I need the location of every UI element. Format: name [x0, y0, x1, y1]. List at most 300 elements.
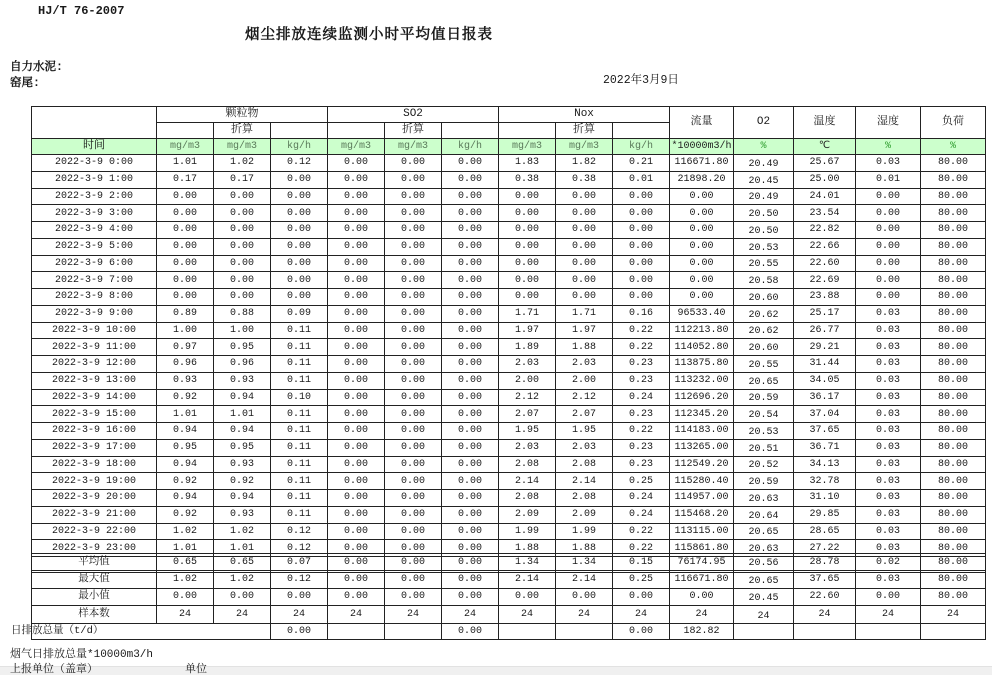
value-cell: 28.78: [794, 554, 856, 571]
value-cell: 112549.20: [670, 456, 734, 473]
value-cell: 0.00: [856, 272, 921, 289]
value-cell: 0.00: [157, 238, 214, 255]
value-cell: 0.00: [328, 188, 385, 205]
row-label-cell: 2022-3-9 8:00: [32, 289, 157, 306]
value-cell: 0.00: [442, 439, 499, 456]
value-cell: 20.63: [734, 540, 794, 557]
value-cell: 2.07: [499, 406, 556, 423]
unit-cell: kg/h: [442, 139, 499, 155]
value-cell: 25.17: [794, 305, 856, 322]
value-cell: 0.00: [499, 289, 556, 306]
value-cell: 0.38: [556, 171, 613, 188]
value-cell: 0.00: [442, 490, 499, 507]
value-cell: 28.65: [794, 523, 856, 540]
value-cell: 0.00: [214, 238, 271, 255]
value-cell: 80.00: [921, 439, 986, 456]
value-cell: 0.03: [856, 372, 921, 389]
value-cell: 0.65: [157, 554, 214, 571]
unit-cell: mg/m3: [214, 139, 271, 155]
value-cell: 0.00: [499, 205, 556, 222]
value-cell: 0.38: [499, 171, 556, 188]
value-cell: 20.51: [734, 439, 794, 456]
value-cell: 0.00: [271, 588, 328, 605]
value-cell: [499, 623, 556, 639]
value-cell: 0.00: [385, 289, 442, 306]
value-cell: 0.00: [385, 222, 442, 239]
value-cell: 0.00: [385, 155, 442, 172]
value-cell: 1.01: [157, 155, 214, 172]
value-cell: 0.03: [856, 506, 921, 523]
value-cell: 0.07: [271, 554, 328, 571]
value-cell: 0.92: [157, 389, 214, 406]
value-cell: 1.88: [556, 540, 613, 557]
value-cell: 0.00: [385, 255, 442, 272]
value-cell: 22.69: [794, 272, 856, 289]
value-cell: 1.83: [499, 155, 556, 172]
value-cell: 0.00: [442, 523, 499, 540]
value-cell: 0.00: [157, 222, 214, 239]
value-cell: 0.23: [613, 356, 670, 373]
value-cell: 0.00: [385, 540, 442, 557]
value-cell: 20.60: [734, 339, 794, 356]
value-cell: 0.00: [328, 389, 385, 406]
value-cell: 113875.80: [670, 356, 734, 373]
value-cell: 20.64: [734, 506, 794, 523]
value-cell: [734, 623, 794, 639]
value-cell: 0.00: [556, 188, 613, 205]
value-cell: 0.00: [328, 571, 385, 588]
value-cell: 0.00: [670, 289, 734, 306]
value-cell: 0.97: [157, 339, 214, 356]
value-cell: 0.00: [328, 554, 385, 571]
value-cell: 0.00: [670, 222, 734, 239]
value-cell: 0.03: [856, 423, 921, 440]
value-cell: 20.63: [734, 490, 794, 507]
value-cell: 0.00: [613, 238, 670, 255]
value-cell: 2.03: [499, 356, 556, 373]
value-cell: 0.00: [214, 205, 271, 222]
value-cell: 0.00: [328, 456, 385, 473]
value-cell: 0.00: [856, 205, 921, 222]
value-cell: 0.00: [271, 289, 328, 306]
value-cell: 0.00: [385, 490, 442, 507]
value-cell: 0.00: [442, 255, 499, 272]
value-cell: 0.00: [271, 238, 328, 255]
value-cell: 0.11: [271, 322, 328, 339]
value-cell: 0.00: [442, 406, 499, 423]
value-cell: 0.01: [613, 171, 670, 188]
value-cell: 0.11: [271, 439, 328, 456]
value-cell: 37.65: [794, 423, 856, 440]
value-cell: 0.00: [271, 188, 328, 205]
value-cell: 0.00: [271, 255, 328, 272]
value-cell: 20.65: [734, 523, 794, 540]
time-column-header: 时间: [32, 139, 157, 155]
value-cell: 80.00: [921, 490, 986, 507]
row-label-cell: 平均值: [32, 554, 157, 571]
value-cell: 24: [856, 606, 921, 623]
value-cell: 2.03: [556, 356, 613, 373]
value-cell: 0.00: [556, 588, 613, 605]
value-cell: 2.08: [556, 490, 613, 507]
value-cell: 0.22: [613, 540, 670, 557]
value-cell: 20.62: [734, 305, 794, 322]
value-cell: 0.00: [385, 406, 442, 423]
value-cell: 0.00: [328, 255, 385, 272]
value-cell: 80.00: [921, 155, 986, 172]
value-cell: 20.49: [734, 188, 794, 205]
value-cell: 0.00: [328, 523, 385, 540]
value-cell: 0.01: [856, 171, 921, 188]
value-cell: 20.65: [734, 372, 794, 389]
units-header-row: [32, 139, 986, 155]
row-label-cell: 2022-3-9 11:00: [32, 339, 157, 356]
value-cell: 27.22: [794, 540, 856, 557]
value-cell: 0.12: [271, 571, 328, 588]
value-cell: 0.00: [271, 623, 328, 639]
value-cell: 0.03: [856, 540, 921, 557]
value-cell: 0.00: [442, 571, 499, 588]
value-cell: 0.00: [157, 188, 214, 205]
value-cell: 0.00: [328, 238, 385, 255]
value-cell: 24: [271, 606, 328, 623]
row-label-cell: 2022-3-9 0:00: [32, 155, 157, 172]
value-cell: 0.00: [442, 272, 499, 289]
unit-cell: *10000m3/h: [670, 139, 734, 155]
value-cell: 0.00: [328, 155, 385, 172]
value-cell: 0.00: [328, 540, 385, 557]
value-cell: 0.00: [613, 623, 670, 639]
value-cell: 0.00: [856, 238, 921, 255]
value-cell: 20.52: [734, 456, 794, 473]
value-cell: 113265.00: [670, 439, 734, 456]
value-cell: [385, 623, 442, 639]
station-name: 窑尾:: [10, 77, 40, 90]
data-row: [32, 506, 986, 523]
value-cell: 0.00: [856, 188, 921, 205]
value-cell: 0.03: [856, 406, 921, 423]
value-cell: 0.00: [499, 188, 556, 205]
value-cell: 1.01: [157, 540, 214, 557]
value-cell: 2.09: [556, 506, 613, 523]
value-cell: 1.99: [499, 523, 556, 540]
value-cell: 0.00: [499, 272, 556, 289]
value-cell: 0.00: [385, 305, 442, 322]
value-cell: 0.00: [385, 523, 442, 540]
value-cell: 2.00: [499, 372, 556, 389]
value-cell: [794, 623, 856, 639]
value-cell: 0.00: [556, 289, 613, 306]
value-cell: 0.93: [214, 456, 271, 473]
value-cell: 0.03: [856, 439, 921, 456]
value-cell: 0.03: [856, 305, 921, 322]
data-row: [32, 389, 986, 406]
value-cell: 25.00: [794, 171, 856, 188]
value-cell: 2.12: [556, 389, 613, 406]
data-row: [32, 456, 986, 473]
header-group-row: [32, 107, 986, 123]
summary-row-average: [32, 554, 986, 571]
value-cell: 31.10: [794, 490, 856, 507]
value-cell: 0.00: [442, 188, 499, 205]
data-row: [32, 439, 986, 456]
value-cell: 0.00: [613, 205, 670, 222]
value-cell: 20.65: [734, 571, 794, 588]
value-cell: 0.93: [214, 506, 271, 523]
value-cell: 0.96: [214, 356, 271, 373]
value-cell: 0.00: [670, 205, 734, 222]
summary-table: [11, 553, 986, 640]
row-label-cell: 2022-3-9 20:00: [32, 490, 157, 507]
value-cell: 1.02: [214, 523, 271, 540]
value-cell: 0.95: [214, 439, 271, 456]
value-cell: 1.97: [499, 322, 556, 339]
unit-cell: mg/m3: [385, 139, 442, 155]
value-cell: 0.00: [856, 255, 921, 272]
value-cell: 0.00: [613, 222, 670, 239]
value-cell: 0.00: [442, 506, 499, 523]
value-cell: 80.00: [921, 171, 986, 188]
value-cell: 0.00: [613, 289, 670, 306]
value-cell: 0.00: [442, 289, 499, 306]
value-cell: 1.00: [157, 322, 214, 339]
value-cell: 1.01: [214, 406, 271, 423]
value-cell: 20.56: [734, 554, 794, 571]
value-cell: 0.00: [271, 205, 328, 222]
value-cell: 36.17: [794, 389, 856, 406]
value-cell: 0.00: [442, 205, 499, 222]
value-cell: 1.95: [499, 423, 556, 440]
value-cell: 2.14: [556, 571, 613, 588]
value-cell: 1.97: [556, 322, 613, 339]
value-cell: 2.12: [499, 389, 556, 406]
blank-cell: [271, 123, 328, 139]
col-header-o2: O2: [734, 107, 794, 139]
value-cell: 0.94: [214, 490, 271, 507]
value-cell: 23.88: [794, 289, 856, 306]
value-cell: 1.02: [214, 571, 271, 588]
value-cell: 0.00: [328, 490, 385, 507]
value-cell: 26.77: [794, 322, 856, 339]
value-cell: 80.00: [921, 389, 986, 406]
value-cell: 2.14: [499, 571, 556, 588]
data-row: [32, 171, 986, 188]
unit-cell: %: [856, 139, 921, 155]
value-cell: 0.22: [613, 339, 670, 356]
value-cell: 80.00: [921, 456, 986, 473]
value-cell: 1.82: [556, 155, 613, 172]
data-row: [32, 222, 986, 239]
row-label-cell: 2022-3-9 14:00: [32, 389, 157, 406]
value-cell: 2.08: [499, 456, 556, 473]
data-row: [32, 289, 986, 306]
value-cell: 0.00: [385, 272, 442, 289]
row-label-cell: 2022-3-9 4:00: [32, 222, 157, 239]
value-cell: 0.00: [385, 439, 442, 456]
value-cell: 24: [670, 606, 734, 623]
value-cell: 0.00: [556, 222, 613, 239]
value-cell: 0.12: [271, 155, 328, 172]
row-label-cell: 最大值: [32, 571, 157, 588]
value-cell: 0.00: [442, 473, 499, 490]
col-header-flow: 流量: [670, 107, 734, 139]
value-cell: 0.11: [271, 406, 328, 423]
value-cell: 0.09: [271, 305, 328, 322]
value-cell: [856, 623, 921, 639]
value-cell: 0.00: [442, 339, 499, 356]
value-cell: 0.00: [670, 588, 734, 605]
value-cell: 20.50: [734, 205, 794, 222]
value-cell: 112696.20: [670, 389, 734, 406]
row-label-cell: 2022-3-9 18:00: [32, 456, 157, 473]
value-cell: 0.25: [613, 571, 670, 588]
value-cell: 116671.80: [670, 155, 734, 172]
value-cell: 80.00: [921, 554, 986, 571]
conv-header-nox: 折算: [556, 123, 613, 139]
value-cell: 0.11: [271, 356, 328, 373]
value-cell: 80.00: [921, 506, 986, 523]
value-cell: 114183.00: [670, 423, 734, 440]
value-cell: 0.00: [442, 372, 499, 389]
value-cell: 0.00: [385, 339, 442, 356]
value-cell: 0.03: [856, 456, 921, 473]
value-cell: 0.00: [670, 238, 734, 255]
value-cell: 20.53: [734, 423, 794, 440]
value-cell: 0.00: [214, 588, 271, 605]
value-cell: 22.66: [794, 238, 856, 255]
value-cell: 0.00: [157, 588, 214, 605]
row-label-cell: 2022-3-9 13:00: [32, 372, 157, 389]
value-cell: 0.95: [214, 339, 271, 356]
value-cell: 0.00: [214, 188, 271, 205]
row-label-cell: 2022-3-9 23:00: [32, 540, 157, 557]
unit-cell: mg/m3: [328, 139, 385, 155]
value-cell: 0.11: [271, 339, 328, 356]
value-cell: 0.00: [157, 289, 214, 306]
unit-cell: %: [734, 139, 794, 155]
value-cell: 0.00: [214, 222, 271, 239]
value-cell: 80.00: [921, 473, 986, 490]
value-cell: 80.00: [921, 356, 986, 373]
value-cell: 1.02: [157, 571, 214, 588]
value-cell: 115468.20: [670, 506, 734, 523]
value-cell: 0.00: [385, 372, 442, 389]
value-cell: 0.88: [214, 305, 271, 322]
row-label-cell: 2022-3-9 9:00: [32, 305, 157, 322]
value-cell: 0.11: [271, 372, 328, 389]
value-cell: 0.00: [856, 588, 921, 605]
data-row: [32, 305, 986, 322]
value-cell: 0.00: [499, 222, 556, 239]
value-cell: 20.54: [734, 406, 794, 423]
row-label-cell: 2022-3-9 16:00: [32, 423, 157, 440]
value-cell: [556, 623, 613, 639]
value-cell: 0.00: [613, 255, 670, 272]
data-row: [32, 255, 986, 272]
value-cell: 0.03: [856, 339, 921, 356]
value-cell: 2.00: [556, 372, 613, 389]
value-cell: 0.24: [613, 389, 670, 406]
value-cell: 0.00: [613, 272, 670, 289]
value-cell: 80.00: [921, 372, 986, 389]
value-cell: 0.93: [214, 372, 271, 389]
value-cell: 0.21: [613, 155, 670, 172]
value-cell: 1.88: [556, 339, 613, 356]
data-row: [32, 423, 986, 440]
value-cell: 0.00: [442, 356, 499, 373]
value-cell: 80.00: [921, 339, 986, 356]
value-cell: 80.00: [921, 540, 986, 557]
row-label-cell: 2022-3-9 5:00: [32, 238, 157, 255]
value-cell: 0.12: [271, 540, 328, 557]
monitoring-table: [31, 106, 986, 573]
value-cell: 0.00: [499, 588, 556, 605]
value-cell: 0.17: [157, 171, 214, 188]
value-cell: 0.00: [328, 171, 385, 188]
value-cell: 0.00: [214, 272, 271, 289]
value-cell: 80.00: [921, 523, 986, 540]
value-cell: 1.34: [556, 554, 613, 571]
value-cell: 29.21: [794, 339, 856, 356]
value-cell: 0.00: [442, 456, 499, 473]
value-cell: 24: [734, 606, 794, 623]
value-cell: 0.93: [157, 372, 214, 389]
value-cell: 23.54: [794, 205, 856, 222]
data-row: [32, 322, 986, 339]
value-cell: 0.00: [328, 372, 385, 389]
value-cell: 0.25: [613, 473, 670, 490]
value-cell: 114052.80: [670, 339, 734, 356]
data-row: [32, 155, 986, 172]
unit-cell: %: [921, 139, 986, 155]
value-cell: 20.59: [734, 389, 794, 406]
value-cell: 0.00: [271, 222, 328, 239]
value-cell: 0.00: [157, 255, 214, 272]
value-cell: 0.11: [271, 423, 328, 440]
data-row: [32, 205, 986, 222]
group-header-nox: Nox: [499, 107, 670, 123]
value-cell: 0.23: [613, 406, 670, 423]
value-cell: 0.00: [385, 205, 442, 222]
value-cell: 0.00: [328, 356, 385, 373]
value-cell: 0.24: [613, 506, 670, 523]
report-date: 2022年3月9日: [603, 74, 679, 87]
blank-cell: [328, 123, 385, 139]
value-cell: 0.23: [613, 372, 670, 389]
value-cell: 1.95: [556, 423, 613, 440]
value-cell: 0.00: [442, 588, 499, 605]
value-cell: 36.71: [794, 439, 856, 456]
value-cell: 0.11: [271, 490, 328, 507]
value-cell: 115280.40: [670, 473, 734, 490]
value-cell: 0.00: [385, 389, 442, 406]
conv-header-pm: 折算: [214, 123, 271, 139]
value-cell: 80.00: [921, 571, 986, 588]
value-cell: 80.00: [921, 238, 986, 255]
value-cell: 20.45: [734, 171, 794, 188]
value-cell: 0.00: [556, 272, 613, 289]
value-cell: 0.15: [613, 554, 670, 571]
value-cell: 0.11: [271, 506, 328, 523]
value-cell: 0.00: [670, 255, 734, 272]
value-cell: 0.00: [328, 222, 385, 239]
value-cell: 2.03: [556, 439, 613, 456]
value-cell: 0.94: [214, 389, 271, 406]
value-cell: 0.00: [385, 238, 442, 255]
value-cell: 0.00: [271, 272, 328, 289]
data-row: [32, 406, 986, 423]
value-cell: 24: [921, 606, 986, 623]
